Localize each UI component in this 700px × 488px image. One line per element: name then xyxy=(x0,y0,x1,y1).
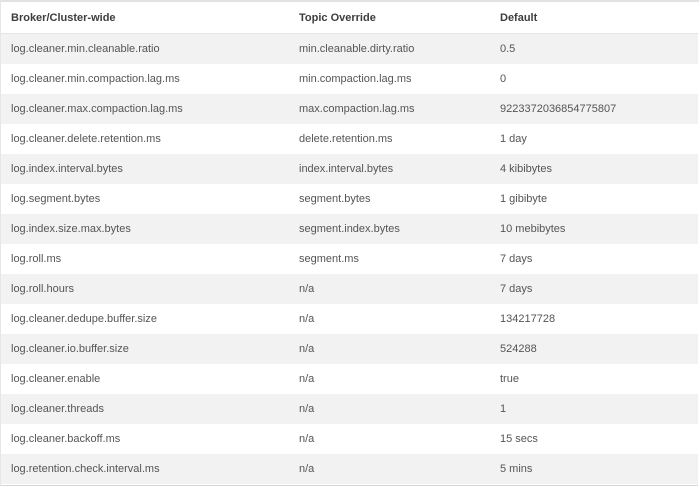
header-default: Default xyxy=(490,2,698,34)
default-value-cell: 7 days xyxy=(490,274,698,304)
table-row xyxy=(1,34,698,65)
table-header xyxy=(1,2,698,34)
table-row xyxy=(1,424,698,454)
table-row xyxy=(1,394,698,424)
topic-override-cell: segment.bytes xyxy=(289,184,490,214)
broker-setting-cell: log.segment.bytes xyxy=(1,184,289,214)
topic-override-cell: n/a xyxy=(289,364,490,394)
table-row xyxy=(1,454,698,484)
topic-override-cell: n/a xyxy=(289,274,490,304)
broker-setting-cell: log.cleaner.min.compaction.lag.ms xyxy=(1,64,289,94)
topic-override-cell: min.compaction.lag.ms xyxy=(289,64,490,94)
topic-override-cell: min.cleanable.dirty.ratio xyxy=(289,34,490,65)
default-value-cell: 4 kibibytes xyxy=(490,154,698,184)
table-row xyxy=(1,64,698,94)
topic-override-cell: delete.retention.ms xyxy=(289,124,490,154)
topic-override-cell: n/a xyxy=(289,454,490,484)
header-row xyxy=(1,2,698,34)
topic-override-cell: n/a xyxy=(289,304,490,334)
table-row xyxy=(1,244,698,274)
default-value-cell: 10 mebibytes xyxy=(490,214,698,244)
header-topic-override: Topic Override xyxy=(289,2,490,34)
broker-setting-cell: log.cleaner.delete.retention.ms xyxy=(1,124,289,154)
topic-override-cell: segment.index.bytes xyxy=(289,214,490,244)
broker-setting-cell: log.cleaner.dedupe.buffer.size xyxy=(1,304,289,334)
broker-setting-cell: log.cleaner.backoff.ms xyxy=(1,424,289,454)
default-value-cell: 1 day xyxy=(490,124,698,154)
default-value-cell: 134217728 xyxy=(490,304,698,334)
table-row xyxy=(1,94,698,124)
table-row xyxy=(1,364,698,394)
broker-setting-cell: log.cleaner.threads xyxy=(1,394,289,424)
table-body xyxy=(1,34,698,485)
table-row xyxy=(1,124,698,154)
topic-override-cell: n/a xyxy=(289,394,490,424)
default-value-cell: true xyxy=(490,364,698,394)
topic-override-cell: segment.ms xyxy=(289,244,490,274)
default-value-cell: 9223372036854775807 xyxy=(490,94,698,124)
broker-setting-cell: log.cleaner.io.buffer.size xyxy=(1,334,289,364)
default-value-cell: 0.5 xyxy=(490,34,698,65)
default-value-cell: 15 secs xyxy=(490,424,698,454)
broker-setting-cell: log.roll.ms xyxy=(1,244,289,274)
broker-setting-cell: log.index.interval.bytes xyxy=(1,154,289,184)
topic-override-cell: max.compaction.lag.ms xyxy=(289,94,490,124)
table-row xyxy=(1,184,698,214)
broker-setting-cell: log.cleaner.enable xyxy=(1,364,289,394)
config-table xyxy=(1,2,698,484)
table-row xyxy=(1,274,698,304)
default-value-cell: 1 gibibyte xyxy=(490,184,698,214)
topic-override-cell: n/a xyxy=(289,424,490,454)
table-row xyxy=(1,334,698,364)
broker-setting-cell: log.roll.hours xyxy=(1,274,289,304)
topic-override-cell: index.interval.bytes xyxy=(289,154,490,184)
broker-setting-cell: log.cleaner.max.compaction.lag.ms xyxy=(1,94,289,124)
default-value-cell: 5 mins xyxy=(490,454,698,484)
topic-override-cell: n/a xyxy=(289,334,490,364)
default-value-cell: 524288 xyxy=(490,334,698,364)
broker-setting-cell: log.retention.check.interval.ms xyxy=(1,454,289,484)
table-row xyxy=(1,304,698,334)
default-value-cell: 7 days xyxy=(490,244,698,274)
default-value-cell: 0 xyxy=(490,64,698,94)
default-value-cell: 1 xyxy=(490,394,698,424)
broker-setting-cell: log.cleaner.min.cleanable.ratio xyxy=(1,34,289,65)
broker-setting-cell: log.index.size.max.bytes xyxy=(1,214,289,244)
header-broker-cluster-wide: Broker/Cluster-wide xyxy=(1,2,289,34)
table-row xyxy=(1,154,698,184)
table-row xyxy=(1,214,698,244)
